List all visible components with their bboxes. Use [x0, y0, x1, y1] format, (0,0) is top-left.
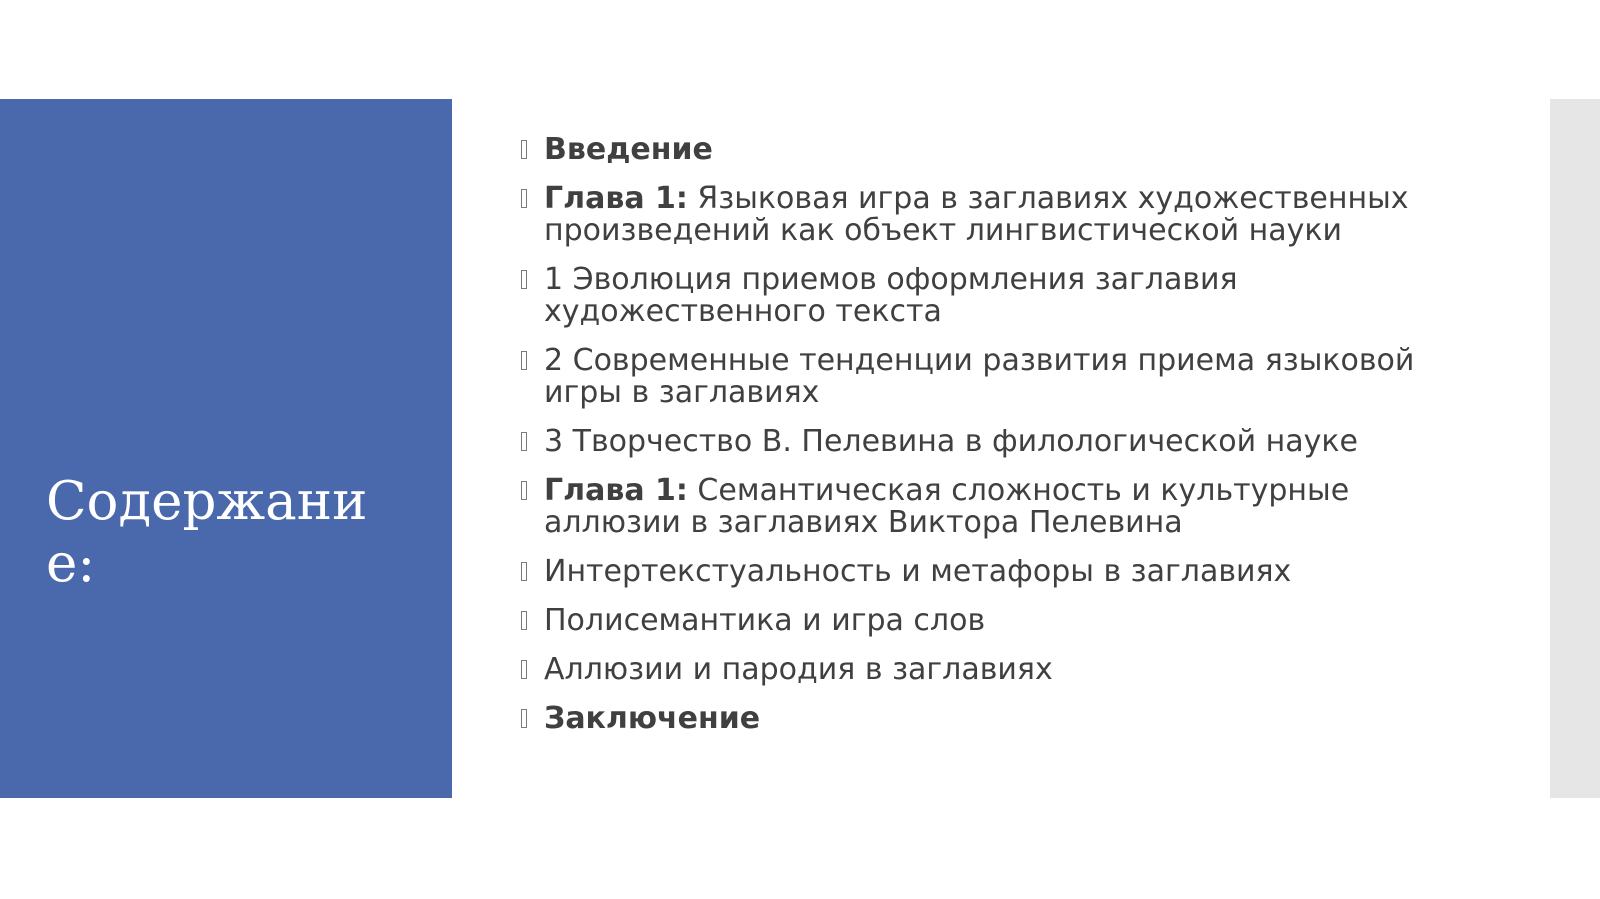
square-bullet-icon: [521, 709, 527, 728]
toc-item-bold: Глава 1:: [544, 181, 688, 216]
table-of-contents: [518, 134, 1458, 752]
toc-item: [518, 183, 1458, 247]
toc-item-text: Языковая игра в заглавиях художественных произведений как объект лингвистической науки: [544, 181, 1409, 248]
toc-item-text: 3 Творчество В. Пелевина в филологической науке: [544, 424, 1358, 459]
toc-item-bold: Заключение: [544, 701, 761, 736]
toc-item-text: Аллюзии и пародия в заглавиях: [544, 652, 1053, 687]
square-bullet-icon: [521, 611, 527, 630]
toc-item-text: Интертекстуальность и метафоры в заглавиях: [544, 554, 1292, 589]
square-bullet-icon: [521, 432, 527, 451]
square-bullet-icon: [521, 481, 527, 500]
square-bullet-icon: [521, 562, 527, 581]
toc-item-bold: Глава 1:: [544, 473, 688, 508]
toc-item: [518, 426, 1458, 458]
toc-item: [518, 703, 1458, 735]
square-bullet-icon: [521, 140, 527, 159]
right-edge-strip: [1550, 99, 1600, 798]
toc-item: [518, 345, 1458, 409]
toc-item: [518, 605, 1458, 637]
toc-item-text: 2 Современные тенденции развития приема языковой игры в заглавиях: [544, 343, 1415, 410]
toc-item-text: Семантическая сложность и культурные аллюзии в заглавиях Виктора Пелевина: [544, 473, 1350, 540]
toc-item-text: Полисемантика и игра слов: [544, 603, 986, 638]
title-panel: [0, 99, 452, 798]
square-bullet-icon: [521, 270, 527, 289]
toc-item-bold: Введение: [544, 132, 713, 167]
toc-item: [518, 654, 1458, 686]
toc-item-text: 1 Эволюция приемов оформления заглавия художественного текста: [544, 262, 1238, 329]
slide-title: Содержание:: [46, 471, 368, 594]
toc-item: [518, 134, 1458, 166]
toc-item: [518, 475, 1458, 539]
square-bullet-icon: [521, 660, 527, 679]
square-bullet-icon: [521, 351, 527, 370]
toc-item: [518, 556, 1458, 588]
toc-item: [518, 264, 1458, 328]
square-bullet-icon: [521, 189, 527, 208]
